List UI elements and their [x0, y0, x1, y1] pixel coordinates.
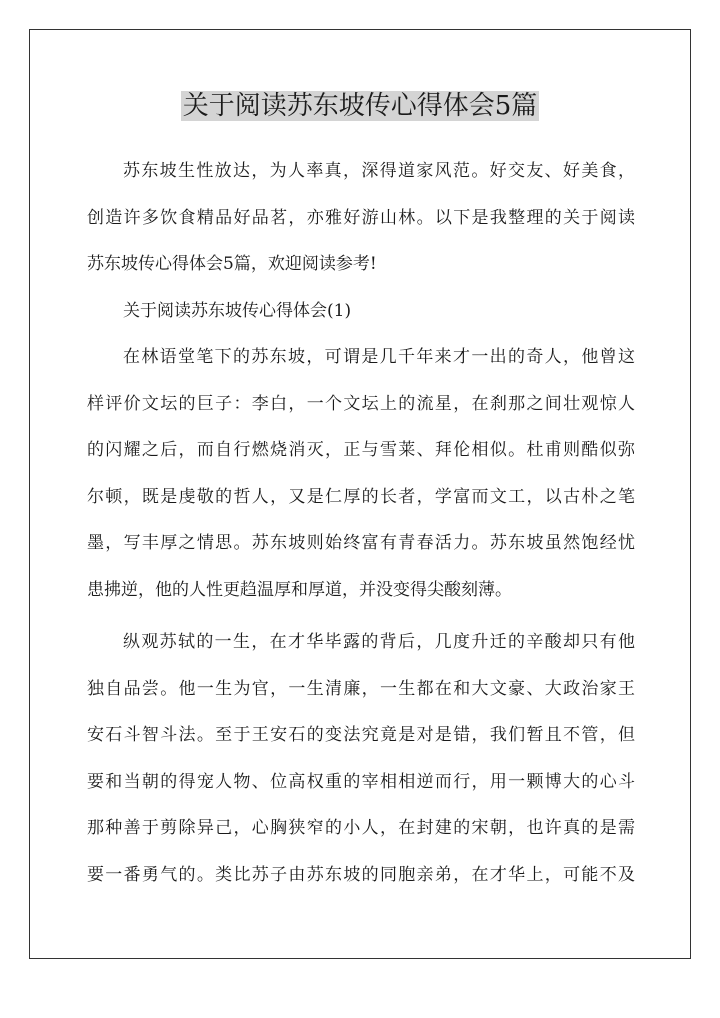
paragraph-line: 尔顿，既是虔敬的哲人，又是仁厚的长者，学富而文工，以古朴之笔 [87, 486, 635, 507]
section-heading: 关于阅读苏东坡传心得体会(1) [123, 300, 352, 321]
document-body [87, 148, 635, 898]
paragraph-line: 那种善于剪除异己，心胸狭窄的小人，在封建的宋朝，也许真的是需 [87, 818, 635, 838]
paragraph-line: 在林语堂笔下的苏东坡，可谓是几千年来才一出的奇人，他曾这 [123, 347, 635, 367]
paragraph-line: 要和当朝的得宠人物、位高权重的宰相相逆而行，用一颗博大的心斗 [87, 771, 635, 792]
intro-line: 创造许多饮食精品好品茗，亦雅好游山林。以下是我整理的关于阅读 [87, 207, 635, 228]
paragraph-line: 墨，写丰厚之情思。苏东坡则始终富有青春活力。苏东坡虽然饱经忧 [87, 533, 635, 553]
paragraph-line: 要一番勇气的。类比苏子由苏东坡的同胞亲弟，在才华上，可能不及 [87, 864, 635, 885]
paragraph-line: 的闪耀之后，而自行燃烧消灭，正与雪莱、拜伦相似。杜甫则酷似弥 [87, 440, 635, 460]
intro-line: 苏东坡传心得体会5篇，欢迎阅读参考! [87, 254, 377, 274]
document-title-text: 关于阅读苏东坡传心得体会5篇 [182, 91, 538, 121]
paragraph-line: 纵观苏轼的一生，在才华毕露的背后，几度升迁的辛酸却只有他 [123, 632, 635, 652]
paragraph-line: 患拂逆，他的人性更趋温厚和厚道，并没变得尖酸刻薄。 [87, 579, 512, 600]
paragraph-line: 独自品尝。他一生为官，一生清廉，一生都在和大文豪、大政治家王 [87, 678, 635, 699]
paragraph-line: 安石斗智斗法。至于王安石的变法究竟是对是错，我们暂且不管，但 [87, 725, 635, 745]
intro-line: 苏东坡生性放达，为人率真，深得道家风范。好交友、好美食， [123, 161, 635, 181]
paragraph-line: 样评价文坛的巨子：李白，一个文坛上的流星，在刹那之间壮观惊人 [87, 393, 635, 414]
document-title [0, 86, 720, 126]
